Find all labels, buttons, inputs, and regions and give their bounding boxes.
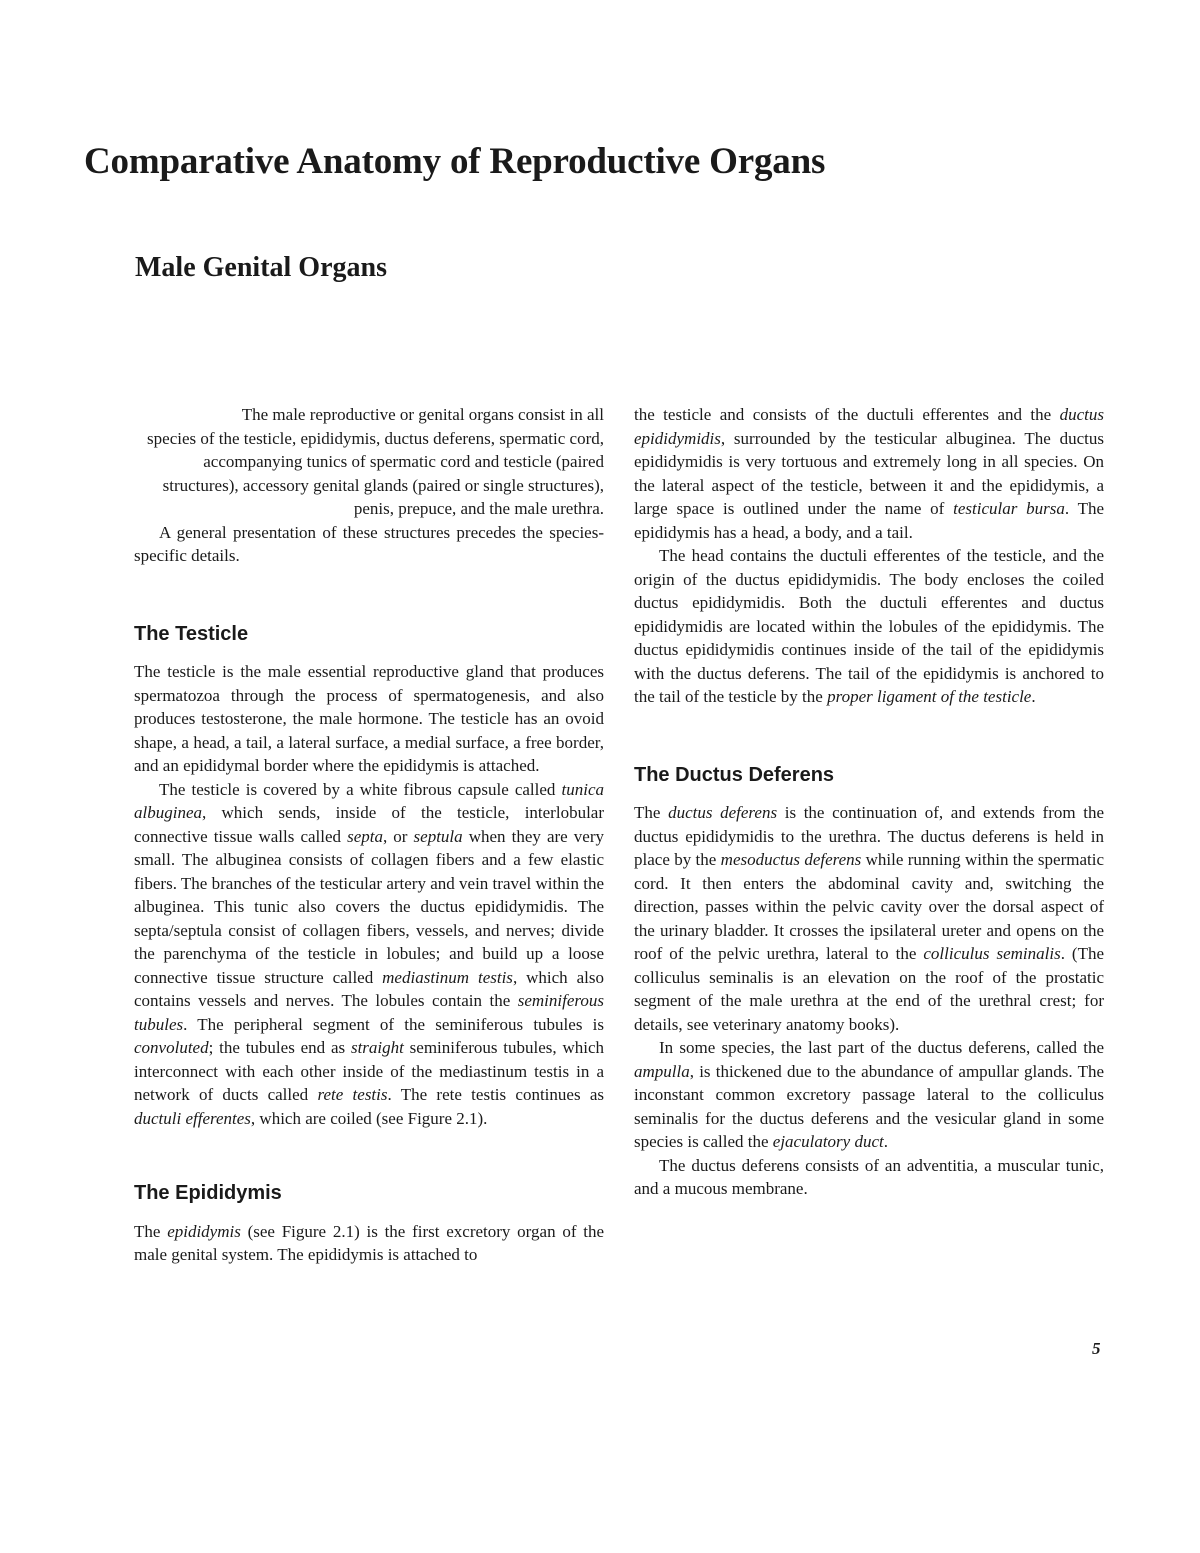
chapter-title: Comparative Anatomy of Reproductive Organs xyxy=(84,141,826,182)
intro-paragraph-2-text: A general presentation of these structures precedes the species-specific details. xyxy=(134,522,604,565)
heading-the-testicle: The Testicle xyxy=(134,622,249,645)
intro-paragraph: The male reproductive or genital organs consist in all species of the testicle, epididymis, ductus deferens, spermatic cord, accompanying tunics of spermatic cord and testicle (paired structures), accessory genital glands (paired or single structures), penis, prepuce, and the male urethra. xyxy=(147,405,604,518)
heading-the-epididymis: The Epididymis xyxy=(134,1182,282,1204)
epididymis-paragraph-1: The epididymis (see Figure 2.1) is the first excretory organ of the male genital system. The epididymis is attached to xyxy=(134,1221,604,1264)
epididymis-paragraph-continued: the testicle and consists of the ductuli efferentes and the ductus epididymidis, surrounded by the testicular albuginea. The ductus epididymidis is very tortuous and extremely long in all species. On the lateral aspect of the testicle, between it and the epididymis, a large space is outlined under the name of testicular bursa. The epididymis has a head, a body, and a tail. xyxy=(634,405,1105,542)
left-column xyxy=(134,403,604,1267)
testicle-paragraph-1: The testicle is the male essential reproductive gland that produces spermatozoa through the process of spermatogenesis, and also produces testosterone, the male hormone. The testicle has an ovoid shape, a head, a tail, a lateral surface, a medial surface, a free border, and an epididymal border where the epididymis is attached. xyxy=(134,662,604,775)
testicle-paragraph-2: The testicle is covered by a white fibrous capsule called tunica albuginea, which sends, inside of the testicle, interlobular connective tissue walls called septa, or septula when they are very small. The albuginea consists of collagen fibers and a few elastic fibers. The branches of the testicular artery and vein travel within the albuginea. This tunic also covers the ductus epididymidis. The septa/septula consist of collagen fibers, vessels, and nerves; divide the parenchyma of the testicle in lobules; and build up a loose connective tissue structure called mediastinum testis, which also contains vessels and nerves. The lobules contain the seminiferous tubules. The peripheral segment of the seminiferous tubules is convoluted; the tubules end as straight seminiferous tubules, which interconnect with each other inside of the mediastinum testis in a network of ducts called rete testis. The rete testis continues as ductuli efferentes, which are coiled (see Figure 2.1). xyxy=(134,779,605,1128)
section-title: Male Genital Organs xyxy=(135,252,387,283)
ductus-paragraph-1: The ductus deferens is the continuation of, and extends from the ductus epididymidis to the urethra. The ductus deferens is held in place by the mesoductus deferens while running within the spermatic cord. It then enters the abdominal cavity and, switching the direction, passes within the pelvic cavity over the dorsal aspect of the urinary bladder. It crosses the ipsilateral ureter and opens on the roof of the pelvic urethra, lateral to the colliculus seminalis. (The colliculus seminalis is an elevation on the roof of the prostatic segment of the male urethra at the end of the urethral crest; for details, see veterinary anatomy books). xyxy=(634,803,1104,1034)
heading-the-ductus-deferens: The Ductus Deferens xyxy=(634,763,835,786)
right-column xyxy=(634,403,1104,1201)
ductus-paragraph-3: The ductus deferens consists of an adventitia, a muscular tunic, and a mucous membrane. xyxy=(634,1155,1104,1198)
ductus-paragraph-2: In some species, the last part of the ductus deferens, called the ampulla, is thickened due to the abundance of ampullar glands. The inconstant common excretory passage lateral to the colliculus seminalis for the ductus deferens and the vesicular gland in some species is called the ejaculatory duct. xyxy=(634,1038,1104,1151)
page-number: 5 xyxy=(1092,1339,1101,1358)
epididymis-paragraph-2: The head contains the ductuli efferentes of the testicle, and the origin of the ductus epididymidis. The body encloses the coiled ductus epididymidis. Both the ductuli efferentes and ductus epididymidis are located within the lobules of the epididymis. The ductus epididymidis continues inside of the tail of the epididymis with the ductus deferens. The tail of the epididymis is anchored to the tail of the testicle by the proper ligament of the testicle. xyxy=(634,546,1104,706)
intro-paragraph-2 xyxy=(134,521,604,568)
